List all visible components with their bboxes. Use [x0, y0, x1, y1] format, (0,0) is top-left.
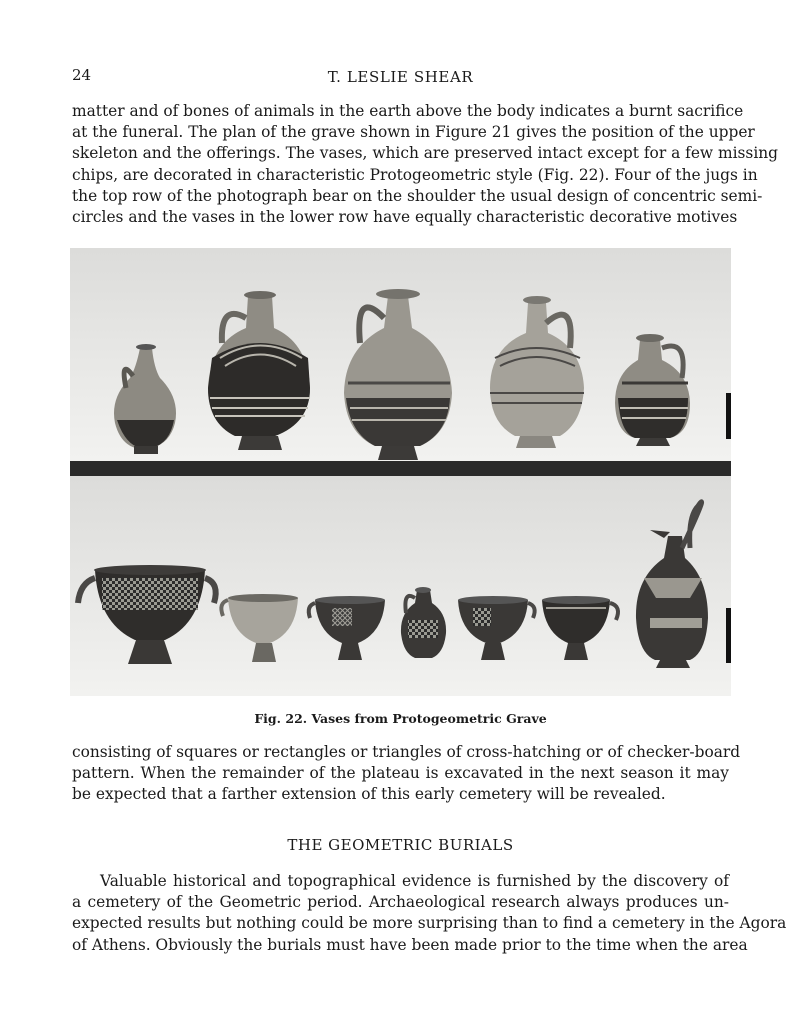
text-line: circles and the vases in the lower row have equally characteristic decorative motives	[72, 208, 738, 227]
page-number: 24	[72, 66, 92, 84]
text-line: matter and of bones of animals in the earth above the body indicates a burnt sacrifice	[72, 102, 744, 120]
text-line: the top row of the photograph bear on the shoulder the usual design of concentric semi-	[72, 186, 763, 205]
text-line: chips, are decorated in characteristic Protogeometric style (Fig. 22). Four of the jugs in	[72, 165, 758, 184]
scale-ruler	[726, 393, 731, 439]
paragraph-2	[72, 742, 741, 806]
paragraph-3	[72, 871, 787, 956]
text-line: consisting of squares or rectangles or triangles of cross-hatching or of checker-board	[72, 743, 741, 761]
paragraph-1	[72, 101, 779, 228]
text-line: pattern. When the remainder of the plateau is excavated in the next season it may	[72, 764, 729, 783]
text-line: be expected that a farther extension of this early cemetery will be revealed.	[72, 785, 666, 804]
text-line: of Athens. Obviously the burials must have been made prior to the time when the area	[72, 935, 748, 954]
shelf-divider	[70, 461, 731, 476]
text-line: skeleton and the offerings. The vases, which are preserved intact except for a few missing	[72, 144, 779, 163]
text-line: at the funeral. The plan of the grave shown in Figure 21 gives the position of the upper	[72, 123, 755, 142]
vases-photograph	[70, 248, 731, 696]
text-line: Valuable historical and topographical evidence is furnished by the discovery of	[100, 872, 729, 890]
scale-ruler	[726, 608, 731, 663]
running-title: T. LESLIE SHEAR	[327, 68, 474, 86]
section-heading: THE GEOMETRIC BURIALS	[287, 836, 514, 854]
text-line: expected results but nothing could be more surprising than to find a cemetery in the Agora	[72, 914, 787, 933]
text-line: a cemetery of the Geometric period. Archaeological research always produces un-	[72, 893, 729, 912]
figure-caption: Fig. 22. Vases from Protogeometric Grave	[254, 711, 547, 726]
